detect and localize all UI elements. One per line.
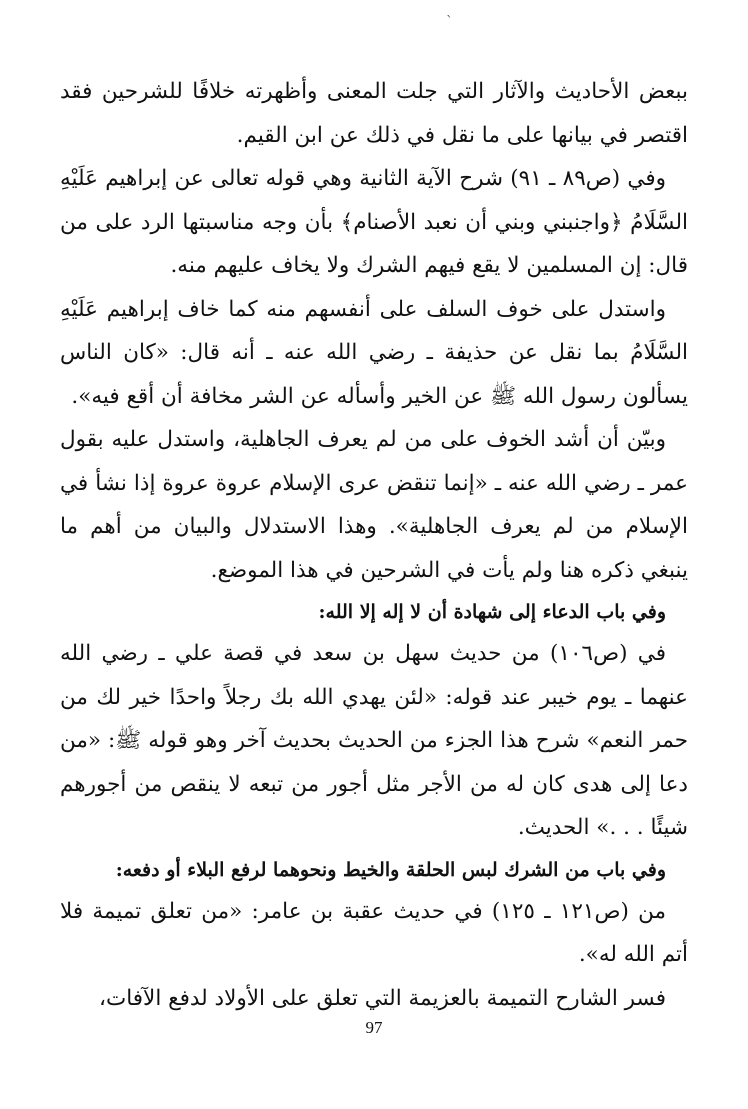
paragraph-4: وبيّن أن أشد الخوف على من لم يعرف الجاهلية، واستدل عليه بقول عمر ـ رضي الله عنه ـ «إنما تنقض عرى الإسلام عروة عروة إذا نشأ في الإسلام من لم يعرف الجاهلية». وهذا الاستدلال والبيان من أهم ما ينبغي ذكره هنا ولم يأت في الشرحين في هذا الموضع. xyxy=(60,427,688,583)
paragraph-7: فسر الشارح التميمة بالعزيمة التي تعلق على الأولاد لدفع الآفات، xyxy=(99,985,666,1011)
paragraph-5: في (ص١٠٦) من حديث سهل بن سعد في قصة علي ـ رضي الله عنهما ـ يوم خيبر عند قوله: «لئن يهدي الله بك رجلاً واحدًا خير لك من حمر النعم» شرح هذا الجزء من الحديث بحديث آخر وهو قوله ﷺ: «من دعا إلى هدى كان له من الأجر مثل أجور من تبعه لا ينقص من أجورهم شيئًا . . .» الحديث. xyxy=(60,641,688,840)
paragraph-2: وفي (ص٨٩ ـ ٩١) شرح الآية الثانية وهي قوله تعالى عن إبراهيم عَلَيْهِ السَّلَامُ ﴿واجنبني وبني أن نعبد الأصنام﴾ بأن وجه مناسبتها الرد على من قال: إن المسلمين لا يقع فيهم الشرك ولا يخاف عليهم منه. xyxy=(60,166,688,278)
section-heading-2: وفي باب من الشرك لبس الحلقة والخيط ونحوهما لرفع البلاء أو دفعه: xyxy=(115,858,666,881)
scan-mark: ˋ xyxy=(446,14,453,30)
page-body xyxy=(60,70,688,1020)
paragraph-1: ببعض الأحاديث والآثار التي جلت المعنى وأظهرته خلافًا للشرحين فقد اقتصر في بيانها على ما نقل في ذلك عن ابن القيم. xyxy=(60,79,688,148)
section-heading-1: وفي باب الدعاء إلى شهادة أن لا إله إلا الله: xyxy=(318,601,666,623)
page-number: 97 xyxy=(365,1018,383,1037)
paragraph-6: من (ص١٢١ ـ ١٢٥) في حديث عقبة بن عامر: «من تعلق تميمة فلا أتم الله له». xyxy=(60,898,688,967)
paragraph-3: واستدل على خوف السلف على أنفسهم منه كما خاف إبراهيم عَلَيْهِ السَّلَامُ بما نقل عن حذيفة ـ رضي الله عنه ـ أنه قال: «كان الناس يسألون رسول الله ﷺ عن الخير وأسأله عن الشر مخافة أن أقع فيه». xyxy=(60,296,688,409)
